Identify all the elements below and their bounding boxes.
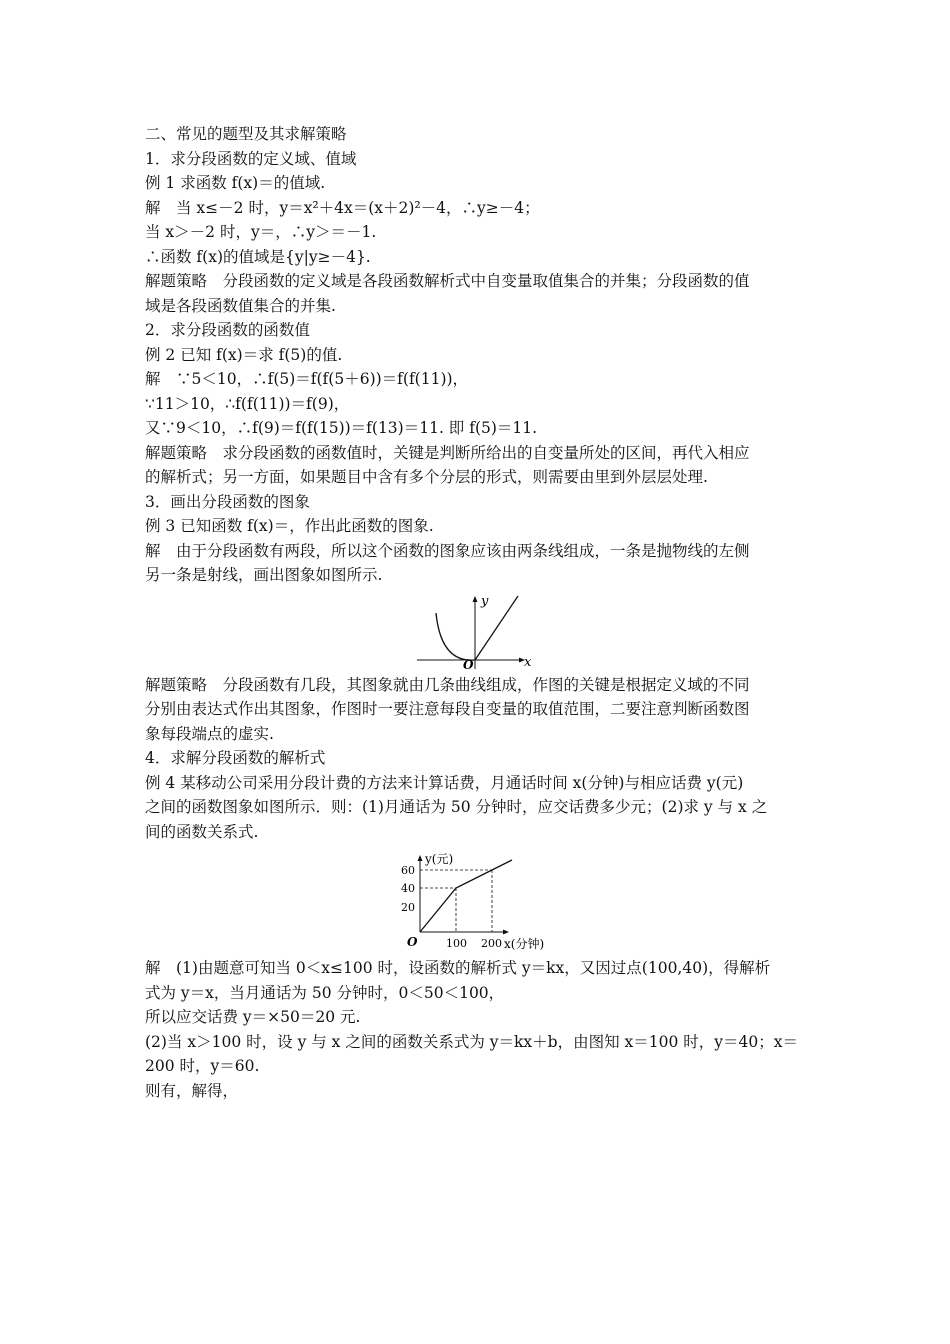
figure-1-y-label: y: [481, 593, 489, 609]
example-4-solution-line-2: 式为 y＝x，当月通话为 50 分钟时，0＜50＜100，: [145, 983, 505, 1002]
subsection-4-heading: 4．求解分段函数的解析式: [145, 749, 326, 767]
strategy-3-line-1: 解题策略 分段函数有几段，其图象就由几条曲线组成，作图的关键是根据定义域的不同: [145, 675, 750, 694]
subsection-3-heading: 3．画出分段函数的图象: [145, 492, 310, 511]
example-1-statement: 例 1 求函数 f(x)＝的值域.: [145, 174, 326, 192]
strategy-3-line-3: 象每段端点的虚实.: [145, 724, 274, 743]
strategy-2-line-1: 解题策略 求分段函数的函数值时，关键是判断所给出的自变量所处的区间，再代入相应: [145, 443, 750, 462]
strategy-1-line-1: 解题策略 分段函数的定义域是各段函数解析式中自变量取值集合的并集；分段函数的值: [145, 272, 750, 290]
figure-1-parabola: [436, 613, 475, 660]
figure-parabola-ray: [145, 593, 815, 669]
example-2-solution-line-2: ∵11＞10，∴f(f(11))＝f(9)，: [145, 394, 350, 413]
figure-2-x-tick-100: 100: [446, 937, 467, 950]
strategy-3-line-2: 分别由表达式作出其图象，作图时一要注意每段自变量的取值范围，二要注意判断函数图: [145, 700, 750, 718]
figure-2-y-tick-60: 60: [401, 864, 415, 877]
figure-2-x-tick-200: 200: [481, 937, 502, 950]
figure-2-y-label: y(元): [425, 852, 454, 866]
figure-2-origin-label: O: [407, 935, 418, 949]
example-4-solution-line-3: 所以应交话费 y＝×50＝20 元.: [145, 1008, 361, 1026]
section-heading: 二、常见的题型及其求解策略: [145, 125, 347, 143]
example-2-solution-line-1: 解 ∵5＜10，∴f(5)＝f(f(5＋6))＝f(f(11))，: [145, 370, 469, 388]
example-1-conclusion: ∴函数 f(x)的值域是{y|y≥－4}.: [145, 247, 371, 266]
strategy-1-line-2: 域是各段函数值集合的并集.: [145, 296, 336, 315]
example-4-statement-line-2: 之间的函数图象如图所示．则：(1)月通话为 50 分钟时，应交话费多少元；(2)求 y 与 x 之: [145, 798, 768, 816]
example-4-solution-line-5: 200 时，y＝60.: [145, 1057, 260, 1075]
example-4-solution-line-1: 解 (1)由题意可知当 0＜x≤100 时，设函数的解析式 y＝kx，又因过点(100,40)，得解析: [145, 959, 771, 977]
figure-2-svg: [145, 850, 815, 950]
example-3-solution-line-2: 另一条是射线，画出图象如图所示.: [145, 566, 383, 584]
figure-2-y-tick-20: 20: [401, 901, 415, 914]
example-2-statement: 例 2 已知 f(x)＝求 f(5)的值.: [145, 345, 343, 364]
example-1-solution-line-1: 解 当 x≤－2 时，y＝x²＋4x＝(x＋2)²－4，∴y≥－4；: [145, 198, 540, 217]
subsection-1-heading: 1．求分段函数的定义域、值域: [145, 149, 357, 168]
figure-1-svg: [145, 593, 815, 669]
figure-1-x-label: x: [524, 654, 532, 669]
strategy-2-line-2: 的解析式；另一方面，如果题目中含有多个分层的形式，则需要由里到外层层处理.: [145, 468, 708, 486]
example-4-statement-line-1: 例 4 某移动公司采用分段计费的方法来计算话费，月通话时间 x(分钟)与相应话费 y(元): [145, 773, 744, 792]
figure-2-y-tick-40: 40: [401, 882, 415, 895]
document-page: [145, 122, 815, 1103]
example-4-solution-line-4: (2)当 x＞100 时，设 y 与 x 之间的函数关系式为 y＝kx＋b，由图知 x＝100 时，y＝40；x＝: [145, 1032, 798, 1051]
figure-2-y-arrow: [418, 855, 423, 861]
figure-2-x-label: x(分钟): [504, 937, 545, 950]
figure-1-origin-label: O: [463, 657, 474, 669]
figure-2-x-arrow: [503, 930, 509, 935]
example-3-statement: 例 3 已知函数 f(x)＝，作出此函数的图象.: [145, 517, 434, 535]
figure-phone-fee-graph: [145, 850, 815, 950]
figure-1-y-arrow: [473, 596, 478, 602]
example-1-solution-line-2: 当 x＞－2 时，y＝，∴y＞＝－1.: [145, 223, 377, 241]
example-4-statement-line-3: 间的函数关系式.: [145, 822, 259, 841]
figure-2-fee-line: [420, 860, 512, 932]
example-2-solution-line-3: 又∵9＜10，∴f(9)＝f(f(15))＝f(13)＝11. 即 f(5)＝11.: [145, 419, 538, 437]
subsection-2-heading: 2．求分段函数的函数值: [145, 321, 310, 339]
example-4-solution-line-6: 则有，解得，: [145, 1081, 239, 1100]
example-3-solution-line-1: 解 由于分段函数有两段，所以这个函数的图象应该由两条线组成，一条是抛物线的左侧: [145, 541, 750, 560]
